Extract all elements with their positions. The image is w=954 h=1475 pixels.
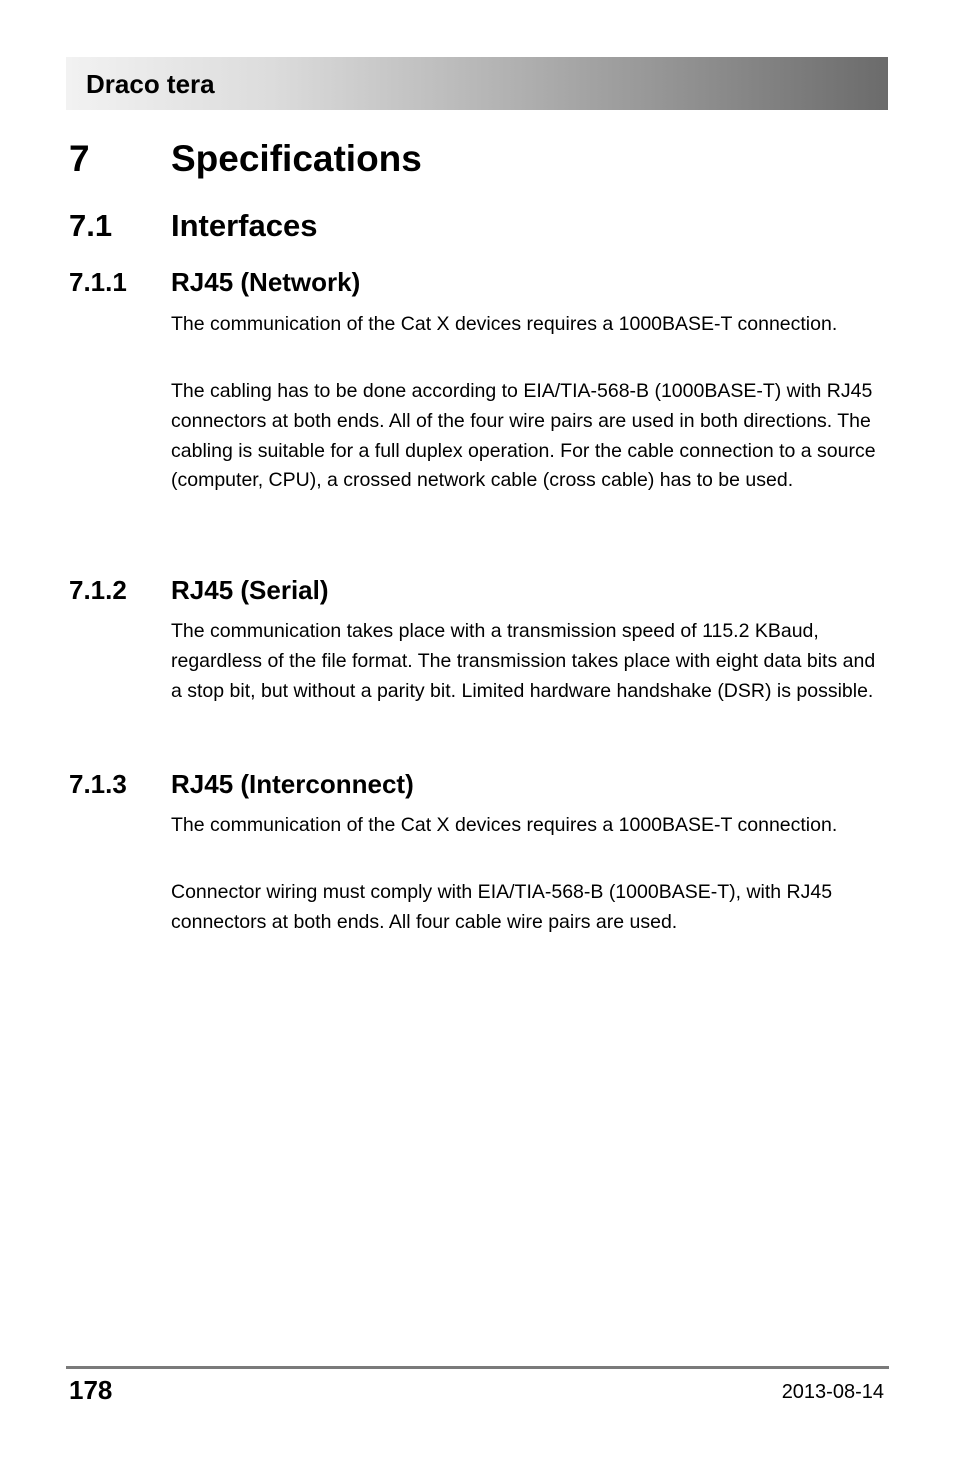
section-number: 7.1	[69, 208, 113, 243]
subsection-number: 7.1.3	[69, 769, 127, 799]
subsection-number: 7.1.1	[69, 267, 127, 297]
footer-date: 2013-08-14	[781, 1381, 884, 1403]
chapter-number: 7	[69, 138, 90, 179]
section-title: Interfaces	[171, 208, 318, 243]
paragraph: The communication of the Cat X devices requires a 1000BASE-T connection.	[171, 814, 838, 836]
page-number: 178	[69, 1375, 113, 1405]
subsection-number: 7.1.2	[69, 575, 127, 605]
paragraph: The communication takes place with a transmission speed of 115.2 KBaud, regardless of the file format. The transmission takes place with eight data bits and a stop bit, but without a parity bit. Limited hardware handshake (DSR) is possible.	[171, 620, 876, 702]
paragraph: Connector wiring must comply with EIA/TIA-568-B (1000BASE-T), with RJ45 connectors at both ends. All four cable wire pairs are used.	[171, 881, 833, 933]
document-title: Draco tera	[86, 69, 215, 99]
subsection-title: RJ45 (Interconnect)	[171, 769, 414, 799]
paragraph: The cabling has to be done according to EIA/TIA-568-B (1000BASE-T) with RJ45 connectors at both ends. All of the four wire pairs are used in both directions. The cabling is suitable for a full duplex operation. For the cable connection to a source (computer, CPU), a crossed network cable (cross cable) has to be used.	[171, 380, 876, 492]
subsection-title: RJ45 (Network)	[171, 267, 361, 297]
chapter-title: Specifications	[171, 138, 422, 179]
footer-divider	[66, 1366, 889, 1369]
paragraph: The communication of the Cat X devices requires a 1000BASE-T connection.	[171, 313, 838, 335]
subsection-title: RJ45 (Serial)	[171, 575, 329, 605]
header-bar	[66, 57, 888, 110]
